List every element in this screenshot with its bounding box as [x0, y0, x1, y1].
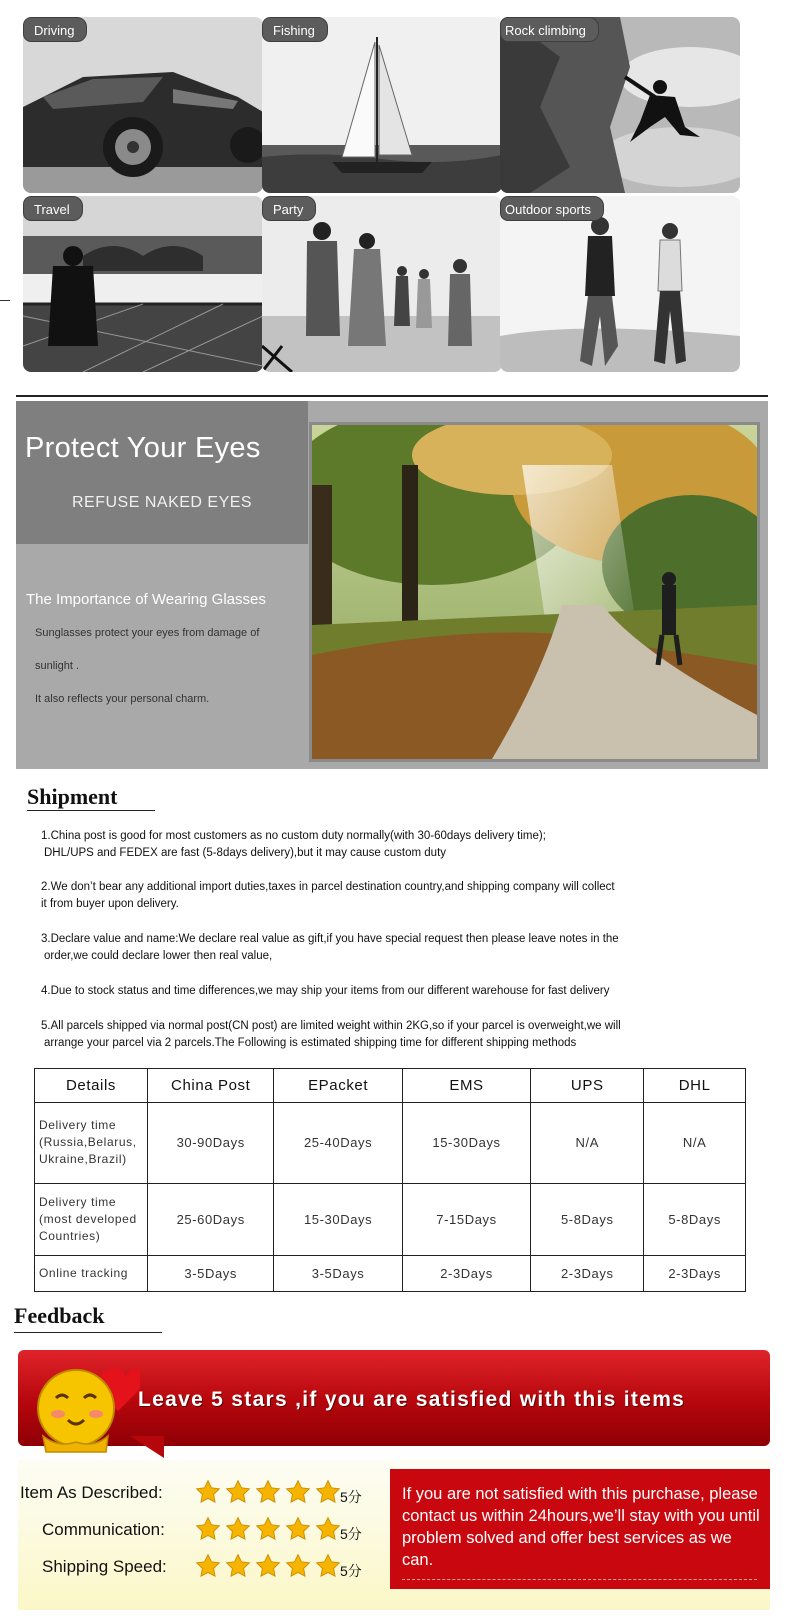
rating-row-item-as-described	[20, 1479, 370, 1509]
shipment-title: Shipment	[27, 784, 118, 809]
star-icon	[195, 1516, 221, 1542]
activity-tile-rock-climbing	[500, 17, 740, 193]
activity-label: Driving	[23, 17, 87, 42]
star-icon	[315, 1553, 341, 1579]
activity-tile-party	[262, 196, 502, 372]
activity-label: Travel	[23, 196, 83, 221]
rock-climbing-photo	[500, 17, 740, 193]
feedback-banner-text: Leave 5 stars ,if you are satisfied with this items	[138, 1388, 686, 1411]
table-row	[35, 1255, 746, 1291]
protect-subtitle: REFUSE NAKED EYES	[72, 494, 253, 511]
table-row-label	[35, 1255, 148, 1291]
activity-tile-outdoor-sports	[500, 196, 740, 372]
shipment-item: order,we could declare lower then real value,	[44, 950, 273, 962]
star-icon	[315, 1516, 341, 1542]
activity-tile-fishing	[262, 17, 502, 193]
outdoor-sports-photo	[500, 196, 740, 372]
rating-label: Communication:	[42, 1520, 165, 1539]
row-label-line: Delivery time	[39, 1194, 117, 1209]
activity-tile-driving	[23, 17, 263, 193]
table-cell: 2-3Days	[531, 1255, 644, 1291]
star-icon	[225, 1479, 251, 1505]
shipment-title-rule	[27, 810, 155, 811]
feedback-title-rule	[14, 1332, 162, 1333]
row-label-line: Countries)	[39, 1228, 101, 1243]
notice-rule	[402, 1579, 757, 1580]
star-icon	[195, 1553, 221, 1579]
rating-score: 5分	[340, 1526, 362, 1542]
row-label-line: (most developed	[39, 1211, 137, 1226]
protect-line: Sunglasses protect your eyes from damage of	[35, 627, 260, 639]
shipment-item: 1.China post is good for most customers as no custom duty normally(with 30-60days delivery time);	[41, 830, 546, 842]
shipment-item: arrange your parcel via 2 parcels.The Following is estimated shipping time for different shipping methods	[44, 1037, 577, 1049]
table-row-label	[35, 1103, 148, 1183]
table-cell: 5-8Days	[531, 1183, 644, 1255]
table-cell: 30-90Days	[148, 1103, 274, 1183]
protect-title-panel	[16, 401, 308, 544]
row-label-line: Delivery time	[39, 1118, 117, 1133]
table-header: UPS	[531, 1069, 644, 1103]
shipment-item: it from buyer upon delivery.	[41, 898, 179, 910]
star-icon	[255, 1516, 281, 1542]
table-cell: N/A	[644, 1103, 746, 1183]
row-label-line: Online tracking	[39, 1265, 129, 1280]
smiley-heart-icon	[28, 1356, 140, 1456]
table-cell: N/A	[531, 1103, 644, 1183]
satisfaction-notice	[390, 1469, 770, 1589]
activity-label: Party	[262, 196, 316, 221]
table-cell: 7-15Days	[402, 1183, 530, 1255]
rating-row-shipping-speed	[20, 1553, 370, 1583]
star-icon	[195, 1479, 221, 1505]
table-cell: 3-5Days	[148, 1255, 274, 1291]
activity-label: Rock climbing	[500, 17, 599, 42]
rating-label: Item As Described:	[20, 1483, 163, 1502]
activity-tile-travel	[23, 196, 263, 372]
row-label-line: (Russia,Belarus,	[39, 1135, 137, 1150]
shipping-rates-table	[34, 1068, 746, 1292]
rating-score: 5分	[340, 1563, 362, 1579]
row-label-line: Ukraine,Brazil)	[39, 1152, 127, 1167]
table-cell: 2-3Days	[402, 1255, 530, 1291]
notice-text: If you are not satisfied with this purchase, please contact us within 24hours,we’ll stay with you until problem solved and offer best services as we can.	[402, 1485, 760, 1569]
rating-row-communication	[20, 1516, 370, 1546]
table-header: China Post	[148, 1069, 274, 1103]
star-icon	[225, 1553, 251, 1579]
table-header: EMS	[402, 1069, 530, 1103]
table-header-row	[35, 1069, 746, 1103]
park-photo	[309, 422, 760, 762]
protect-heading: The Importance of Wearing Glasses	[26, 591, 266, 608]
table-header: EPacket	[274, 1069, 402, 1103]
star-icon	[285, 1479, 311, 1505]
table-row	[35, 1183, 746, 1255]
travel-photo	[23, 196, 263, 372]
fishing-photo	[262, 17, 502, 193]
protect-line: It also reflects your personal charm.	[35, 693, 210, 705]
activity-label: Outdoor sports	[500, 196, 604, 221]
table-header: Details	[35, 1069, 148, 1103]
table-cell: 15-30Days	[402, 1103, 530, 1183]
table-row-label	[35, 1183, 148, 1255]
table-cell: 25-40Days	[274, 1103, 402, 1183]
table-header: DHL	[644, 1069, 746, 1103]
table-cell: 25-60Days	[148, 1183, 274, 1255]
table-cell: 15-30Days	[274, 1183, 402, 1255]
section-divider	[16, 395, 768, 397]
star-icon	[315, 1479, 341, 1505]
table-cell: 5-8Days	[644, 1183, 746, 1255]
star-icon	[255, 1479, 281, 1505]
driving-photo	[23, 17, 263, 193]
shipment-item: 5.All parcels shipped via normal post(CN post) are limited weight within 2KG,so if your parcel is overweight,we will	[41, 1020, 621, 1032]
star-icon	[255, 1553, 281, 1579]
party-photo	[262, 196, 502, 372]
feedback-title: Feedback	[14, 1303, 105, 1328]
decorative-tick	[0, 300, 10, 301]
shipment-item: 3.Declare value and name:We declare real value as gift,if you have special request then please leave notes in the	[41, 933, 619, 945]
rating-label: Shipping Speed:	[42, 1557, 167, 1576]
protect-line: sunlight .	[35, 660, 80, 672]
shipment-item: 4.Due to stock status and time differences,we may ship your items from our different warehouse for fast delivery	[41, 985, 610, 997]
shipment-item: DHL/UPS and FEDEX are fast (5-8days delivery),but it may cause custom duty	[44, 847, 447, 859]
table-cell: 3-5Days	[274, 1255, 402, 1291]
table-cell: 2-3Days	[644, 1255, 746, 1291]
table-row	[35, 1103, 746, 1183]
activity-label: Fishing	[262, 17, 328, 42]
star-icon	[285, 1516, 311, 1542]
protect-eyes-banner	[16, 401, 768, 769]
star-icon	[225, 1516, 251, 1542]
protect-title: Protect Your Eyes	[25, 432, 261, 464]
shipment-item: 2.We don’t bear any additional import duties,taxes in parcel destination country,and shipping company will collect	[41, 881, 615, 893]
rating-score: 5分	[340, 1489, 362, 1505]
star-icon	[285, 1553, 311, 1579]
